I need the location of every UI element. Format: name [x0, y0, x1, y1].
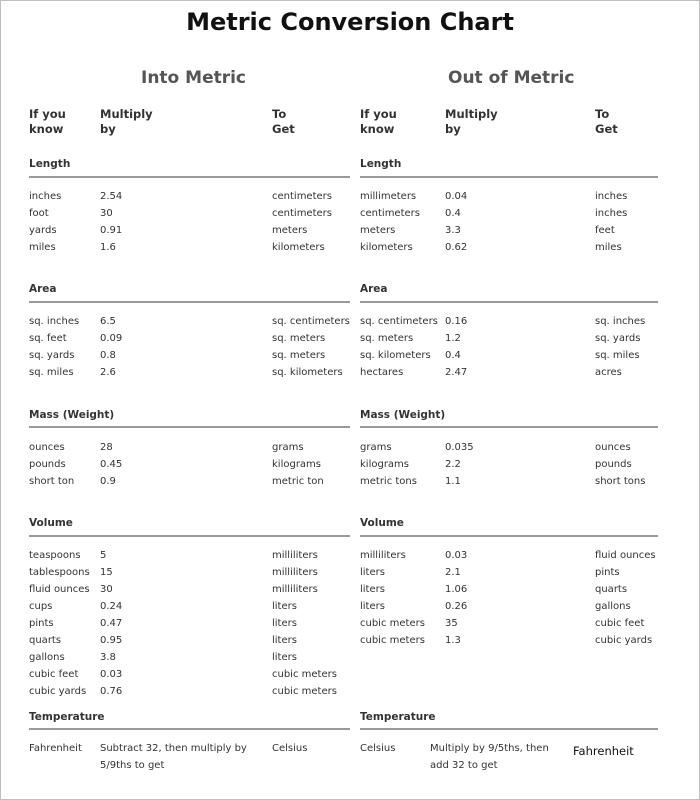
table-row — [360, 601, 657, 618]
multiplier: 0.09 — [100, 333, 123, 344]
section-divider — [29, 426, 350, 428]
section-title: Length — [360, 158, 402, 170]
temperature-title: Temperature — [360, 711, 436, 723]
multiplier: 0.45 — [100, 459, 123, 470]
multiplier: 1.06 — [445, 584, 468, 595]
to-unit: ounces — [595, 442, 631, 453]
multiplier: 1.3 — [445, 635, 461, 646]
col-header-multiply-by: Multiply by — [100, 107, 153, 136]
multiplier: 30 — [100, 584, 113, 595]
to-unit: cubic meters — [272, 686, 337, 697]
from-unit: inches — [29, 191, 62, 202]
from-unit: teaspoons — [29, 550, 81, 561]
to-unit: cubic feet — [595, 618, 645, 629]
from-unit: cubic meters — [360, 618, 425, 629]
table-row — [360, 584, 657, 601]
from-unit: sq. meters — [360, 333, 414, 344]
to-unit: kilometers — [272, 242, 325, 253]
multiplier: 2.2 — [445, 459, 461, 470]
to-unit: sq. meters — [272, 333, 326, 344]
from-unit: metric tons — [360, 476, 417, 487]
to-unit: liters — [272, 635, 297, 646]
table-row — [29, 442, 349, 459]
from-unit: sq. yards — [29, 350, 75, 361]
to-unit: centimeters — [272, 191, 332, 202]
to-unit: sq. yards — [595, 333, 641, 344]
from-unit: kilometers — [360, 242, 413, 253]
section-title: Mass (Weight) — [360, 409, 446, 421]
from-unit: ounces — [29, 442, 65, 453]
table-row — [29, 350, 349, 367]
from-unit: sq. feet — [29, 333, 67, 344]
to-unit: sq. kilometers — [272, 367, 343, 378]
to-unit: sq. centimeters — [272, 316, 350, 327]
table-row — [360, 567, 657, 584]
table-row — [360, 550, 657, 567]
from-unit: tablespoons — [29, 567, 90, 578]
from-unit: cubic feet — [29, 669, 79, 680]
table-row — [360, 367, 657, 384]
table-row — [29, 476, 349, 493]
temperature-to: Fahrenheit — [573, 744, 634, 758]
table-row — [360, 476, 657, 493]
from-unit: cubic yards — [29, 686, 87, 697]
table-row — [29, 618, 349, 635]
to-unit: quarts — [595, 584, 628, 595]
table-row — [29, 242, 349, 259]
multiplier: 0.26 — [445, 601, 468, 612]
table-row — [29, 316, 349, 333]
to-unit: grams — [272, 442, 304, 453]
col-header-multiply-by: Multiply by — [445, 107, 498, 136]
to-unit: cubic yards — [595, 635, 653, 646]
multiplier: 1.2 — [445, 333, 461, 344]
temperature-formula: Multiply by 9/5ths, then add 32 to get — [430, 743, 549, 771]
multiplier: 2.47 — [445, 367, 468, 378]
multiplier: 28 — [100, 442, 113, 453]
multiplier: 0.4 — [445, 350, 461, 361]
multiplier: 6.5 — [100, 316, 116, 327]
multiplier: 5 — [100, 550, 107, 561]
to-unit: metric ton — [272, 476, 324, 487]
from-unit: sq. miles — [29, 367, 74, 378]
multiplier: 0.91 — [100, 225, 123, 236]
to-unit: acres — [595, 367, 622, 378]
from-unit: gallons — [29, 652, 65, 663]
to-unit: milliliters — [272, 550, 318, 561]
table-row — [29, 635, 349, 652]
from-unit: foot — [29, 208, 49, 219]
to-unit: inches — [595, 208, 628, 219]
section-divider — [360, 301, 658, 303]
temperature-from: Fahrenheit — [29, 743, 82, 754]
multiplier: 0.9 — [100, 476, 116, 487]
out-of-metric-heading: Out of Metric — [448, 68, 575, 88]
multiplier: 0.03 — [445, 550, 468, 561]
section-divider — [29, 301, 350, 303]
table-row — [29, 208, 349, 225]
from-unit: sq. inches — [29, 316, 80, 327]
to-unit: gallons — [595, 601, 631, 612]
to-unit: sq. miles — [595, 350, 640, 361]
from-unit: liters — [360, 584, 385, 595]
section-divider — [360, 728, 658, 730]
table-row — [360, 242, 657, 259]
section-title: Volume — [29, 517, 73, 529]
table-row — [360, 208, 657, 225]
multiplier: 0.035 — [445, 442, 474, 453]
to-unit: fluid ounces — [595, 550, 656, 561]
multiplier: 0.62 — [445, 242, 468, 253]
multiplier: 1.1 — [445, 476, 461, 487]
table-row — [29, 191, 349, 208]
table-row — [360, 442, 657, 459]
table-row — [360, 459, 657, 476]
section-title: Area — [29, 283, 57, 295]
page-title: Metric Conversion Chart — [186, 8, 514, 36]
from-unit: pints — [29, 618, 54, 629]
from-unit: quarts — [29, 635, 62, 646]
table-row — [360, 333, 657, 350]
from-unit: centimeters — [360, 208, 420, 219]
table-row — [29, 567, 349, 584]
section-divider — [29, 176, 350, 178]
table-row — [29, 584, 349, 601]
section-title: Mass (Weight) — [29, 409, 115, 421]
from-unit: liters — [360, 567, 385, 578]
table-row — [29, 652, 349, 669]
to-unit: liters — [272, 652, 297, 663]
multiplier: 0.47 — [100, 618, 123, 629]
table-row — [29, 225, 349, 242]
multiplier: 0.24 — [100, 601, 123, 612]
table-row — [360, 225, 657, 242]
table-row — [29, 601, 349, 618]
multiplier: 2.54 — [100, 191, 123, 202]
to-unit: short tons — [595, 476, 646, 487]
table-row — [29, 459, 349, 476]
to-unit: feet — [595, 225, 615, 236]
multiplier: 1.6 — [100, 242, 116, 253]
table-row — [360, 635, 657, 652]
from-unit: fluid ounces — [29, 584, 90, 595]
into-metric-heading: Into Metric — [141, 68, 247, 88]
from-unit: pounds — [29, 459, 66, 470]
temperature-from: Celsius — [360, 743, 396, 754]
to-unit: pounds — [595, 459, 632, 470]
table-row — [29, 669, 349, 686]
from-unit: liters — [360, 601, 385, 612]
multiplier: 2.6 — [100, 367, 116, 378]
to-unit: milliliters — [272, 584, 318, 595]
section-title: Length — [29, 158, 71, 170]
section-divider — [360, 176, 658, 178]
table-row — [29, 367, 349, 384]
from-unit: grams — [360, 442, 392, 453]
section-divider — [29, 728, 350, 730]
multiplier: 0.8 — [100, 350, 116, 361]
from-unit: meters — [360, 225, 396, 236]
table-row — [29, 333, 349, 350]
multiplier: 0.95 — [100, 635, 123, 646]
temperature-formula: Subtract 32, then multiply by 5/9ths to get — [100, 743, 247, 771]
table-row — [360, 316, 657, 333]
from-unit: millimeters — [360, 191, 417, 202]
table-row — [29, 686, 349, 703]
col-header-to-get: To Get — [595, 107, 618, 136]
table-row — [29, 550, 349, 567]
multiplier: 0.16 — [445, 316, 468, 327]
to-unit: meters — [272, 225, 308, 236]
col-header-if-you-know: If you know — [360, 107, 397, 136]
temperature-to: Celsius — [272, 743, 308, 754]
from-unit: sq. kilometers — [360, 350, 431, 361]
from-unit: milliliters — [360, 550, 406, 561]
from-unit: cups — [29, 601, 53, 612]
multiplier: 30 — [100, 208, 113, 219]
to-unit: milliliters — [272, 567, 318, 578]
to-unit: liters — [272, 618, 297, 629]
to-unit: kilograms — [272, 459, 322, 470]
section-title: Area — [360, 283, 388, 295]
to-unit: sq. inches — [595, 316, 646, 327]
col-header-to-get: To Get — [272, 107, 295, 136]
from-unit: sq. centimeters — [360, 316, 438, 327]
multiplier: 35 — [445, 618, 458, 629]
col-header-if-you-know: If you know — [29, 107, 66, 136]
table-row — [360, 618, 657, 635]
multiplier: 15 — [100, 567, 113, 578]
section-title: Volume — [360, 517, 404, 529]
from-unit: miles — [29, 242, 56, 253]
from-unit: yards — [29, 225, 57, 236]
multiplier: 2.1 — [445, 567, 461, 578]
multiplier: 0.03 — [100, 669, 123, 680]
from-unit: kilograms — [360, 459, 410, 470]
multiplier: 0.76 — [100, 686, 123, 697]
section-divider — [360, 426, 658, 428]
multiplier: 0.4 — [445, 208, 461, 219]
from-unit: short ton — [29, 476, 75, 487]
to-unit: centimeters — [272, 208, 332, 219]
table-row — [360, 350, 657, 367]
to-unit: liters — [272, 601, 297, 612]
to-unit: miles — [595, 242, 622, 253]
to-unit: cubic meters — [272, 669, 337, 680]
multiplier: 3.8 — [100, 652, 116, 663]
from-unit: cubic meters — [360, 635, 425, 646]
from-unit: hectares — [360, 367, 404, 378]
to-unit: sq. meters — [272, 350, 326, 361]
to-unit: pints — [595, 567, 620, 578]
table-row — [360, 191, 657, 208]
section-divider — [29, 535, 350, 537]
multiplier: 3.3 — [445, 225, 461, 236]
section-divider — [360, 535, 658, 537]
temperature-title: Temperature — [29, 711, 105, 723]
multiplier: 0.04 — [445, 191, 468, 202]
to-unit: inches — [595, 191, 628, 202]
